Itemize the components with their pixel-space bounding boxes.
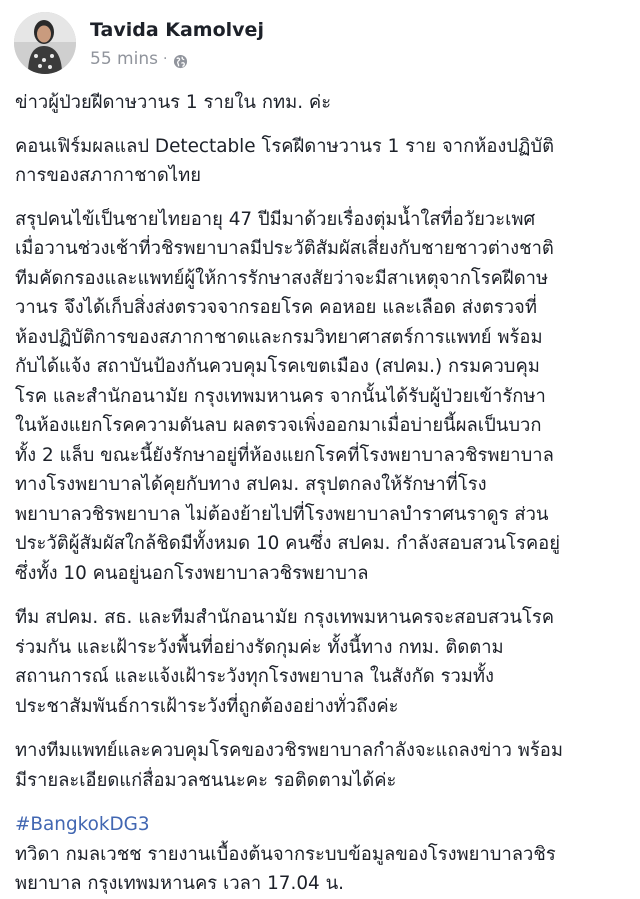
separator: · [162,51,168,67]
author-name[interactable]: Tavida Kamolvej [90,19,264,41]
post-paragraph-1: ข่าวผู้ป่วยฝีดาษวานร 1 รายใน กทม. ค่ะ [15,92,332,113]
hashtag-link[interactable]: #BangkokDG3 [15,814,150,835]
avatar-photo [14,12,76,74]
post-meta [90,15,264,71]
post-paragraph-2: คอนเฟิร์มผลแลป Detectable โรคฝีดาษวานร 1 ราย จากห้องปฏิบัติ การของสภากาชาดไทย [15,135,555,186]
post-header [14,10,264,76]
post-subline [90,47,264,71]
post-body [15,88,627,899]
post-paragraph-3: สรุปคนไข้เป็นชายไทยอายุ 47 ปีมีมาด้วยเรื่องตุ่มน้ำใสที่อวัยวะเพศ เมื่อวานช่วงเช้าที่วชิรพยาบาลมีประวัติสัมผัสเสี่ยงกับชายชาวต่างชาติ ทีมคัดกรองและแพทย์ผู้ให้การรักษาสงสัยว่าจะมีสาเหตุจากโรคฝีดาษ วานร จึงได้เก็บสิ่งส่งตรวจจากรอยโรค คอหอย และเลือด ส่งตรวจที่ ห้องปฏิบัติการของสภากาชาดและกรมวิทยาศาสตร์การแพทย์ พร้อม กับได้แจ้ง สถาบันป้องกันควบคุมโรคเขตเมือง (สปคม.) กรมควบคุม โรค และสำนักอนามัย กรุงเทพมหานคร จากนั้นได้รับผู้ป่วยเข้ารักษา ในห้องแยกโรคความดันลบ ผลตรวจเพิ่งออกมาเมื่อบ่ายนี้ผลเป็นบวก ทั้ง 2 แล็บ ขณะนี้ยังรักษาอยู่ที่ห้องแยกโรคที่โรงพยาบาลวชิรพยาบาล ทางโรงพยาบาลได้คุยกับทาง สปคม. สรุปตกลงให้รักษาที่โรง พยาบาลวชิรพยาบาล ไม่ต้องย้ายไปที่โรงพยาบาลบำราศนราดูร ส่วน ประวัติผู้สัมผัสใกล้ชิดมีทั้งหมด 10 คนซึ่ง สปคม. กำลังสอบสวนโรคอยู่ ซึ่งทั้ง 10 คนอยู่นอกโรงพยาบาลวชิรพยาบาล [15,208,560,584]
post-paragraph-4: ทีม สปคม. สธ. และทีมสำนักอนามัย กรุงเทพมหานครจะสอบสวนโรค ร่วมกัน และเฝ้าระวังพื้นที่อย่างรัดกุมค่ะ ทั้งนี้ทาง กทม. ติดตาม สถานการณ์ และแจ้งเฝ้าระวังทุกโรงพยาบาล ในสังกัด รวมทั้ง ประชาสัมพันธ์การเฝ้าระวังที่ถูกต้องอย่างทั่วถึงค่ะ [15,607,555,717]
post-paragraph-6: ทวิดา กมลเวชช รายงานเบื้องต้นจากระบบข้อมูลของโรงพยาบาลวชิร พยาบาล กรุงเทพมหานคร เวลา 17.04 น. [15,843,556,894]
post-paragraph-5: ทางทีมแพทย์และควบคุมโรคของวชิรพยาบาลกำลังจะแถลงข่าว พร้อม มีรายละเอียดแก่สื่อมวลชนนะคะ รอติดตามได้ค่ะ [15,740,563,791]
author-avatar[interactable] [14,12,76,74]
post-timestamp[interactable]: 55 mins [90,49,158,69]
globe-icon[interactable] [173,52,188,67]
